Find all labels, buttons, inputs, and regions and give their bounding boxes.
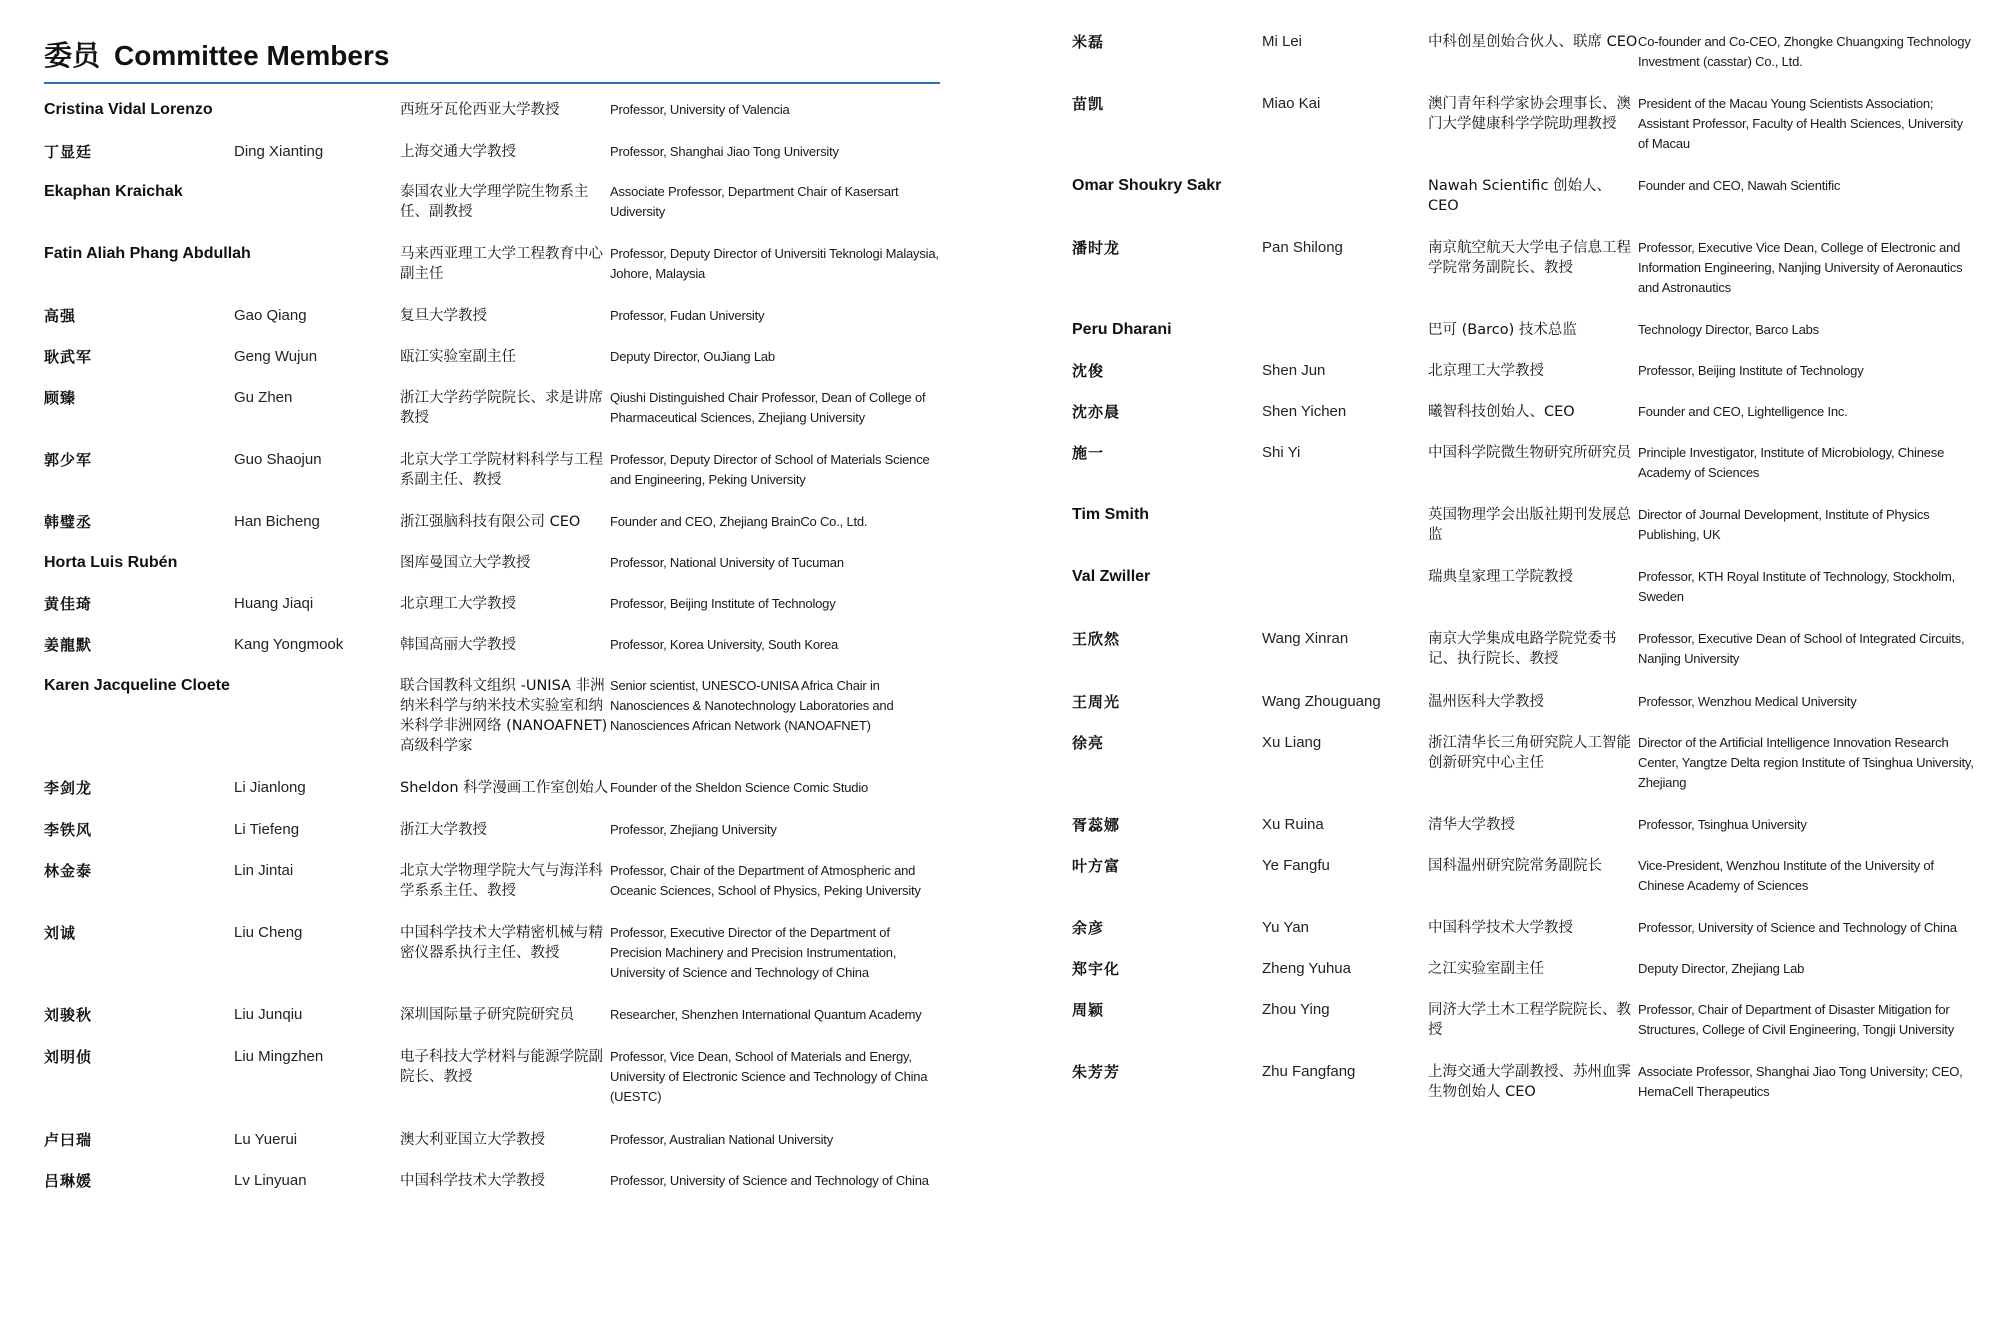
member-name-en: Lv Linyuan [234,1172,307,1189]
member-row [44,388,940,428]
member-name-en: Lin Jintai [234,862,294,879]
member-role-cn: 中国科学技术大学精密机械与精密仪器系执行主任、教授 [400,925,603,961]
member-name-cn: 刘诚 [44,924,77,942]
member-role-en: Professor, Chair of Department of Disaster Mitigation for Structures, College of Civil Engineering, Tongji University [1638,1002,1954,1037]
member-name-cn: 胥蕊娜 [1072,816,1121,834]
member-role-en: Professor, Deputy Director of Universiti Teknologi Malaysia, Johore, Malaysia [610,246,939,281]
member-name-en: Zheng Yuhua [1262,960,1351,977]
member-role-cn: 瑞典皇家理工学院教授 [1428,569,1573,585]
member-role-cn: 韩国高丽大学教授 [400,637,516,653]
member-role-en: Professor, University of Valencia [610,102,790,117]
member-row [44,1171,940,1191]
member-name-en: Miao Kai [1262,95,1321,112]
member-name-en: Lu Yuerui [234,1131,298,1148]
member-role-en: Deputy Director, Zhejiang Lab [1638,961,1805,976]
member-row [44,512,940,532]
member-name-cn: 潘时龙 [1072,239,1121,257]
member-role-cn: 瓯江实验室副主任 [400,349,516,365]
member-role-cn: 北京大学工学院材料科学与工程系副主任、教授 [400,452,603,488]
member-role-cn: 西班牙瓦伦西亚大学教授 [400,102,560,118]
member-role-en: Professor, Shanghai Jiao Tong University [610,144,839,159]
member-row [1072,505,1974,545]
member-name-cn: 朱芳芳 [1072,1063,1121,1081]
member-name-en: Kang Yongmook [234,636,344,653]
member-role-cn: 北京理工大学教授 [1428,363,1544,379]
member-role-cn: 南京大学集成电路学院党委书记、执行院长、教授 [1428,631,1617,667]
member-name-en: Han Bicheng [234,513,320,530]
member-row [1072,443,1974,483]
member-role-cn: 浙江大学药学院院长、求是讲席教授 [400,390,603,426]
member-name-cn: Peru Dharani [1072,321,1172,338]
member-name-cn: 刘骏秋 [44,1006,93,1024]
member-name-cn: 郑宇化 [1072,960,1121,978]
member-name-en: Huang Jiaqi [234,595,314,612]
member-name-en: Wang Zhouguang [1262,693,1381,710]
member-name-en: Yu Yan [1262,919,1309,936]
member-role-cn: 浙江大学教授 [400,822,487,838]
member-row [1072,692,1974,712]
member-role-en: Vice-President, Wenzhou Institute of the University of Chinese Academy of Sciences [1638,858,1934,893]
member-row [44,347,940,367]
member-row [1072,815,1974,835]
member-name-en: Pan Shilong [1262,239,1343,256]
member-role-cn: 图库曼国立大学教授 [400,555,531,571]
member-role-cn: 复旦大学教授 [400,308,487,324]
member-row [44,861,940,901]
member-row [44,306,940,326]
member-row [44,450,940,490]
member-name-cn: Val Zwiller [1072,568,1151,585]
member-role-en: Professor, Vice Dean, School of Materials and Energy, University of Electronic Science and Technology of China (UESTC) [610,1049,928,1104]
member-role-en: Professor, Chair of the Department of Atmospheric and Oceanic Sciences, School of Physics, Peking University [610,863,921,898]
member-role-cn: 南京航空航天大学电子信息工程学院常务副院长、教授 [1428,240,1631,276]
member-role-cn: 深圳国际量子研究院研究员 [400,1007,574,1023]
member-role-cn: 英国物理学会出版社期刊发展总监 [1428,507,1631,543]
member-role-en: Founder and CEO, Zhejiang BrainCo Co., Ltd. [610,514,868,529]
member-row [1072,1062,1974,1102]
member-name-en: Shi Yi [1262,444,1301,461]
member-name-cn: 刘明侦 [44,1048,93,1066]
member-name-en: Li Jianlong [234,779,306,796]
member-role-en: Professor, Fudan University [610,308,765,323]
member-role-cn: 清华大学教授 [1428,817,1515,833]
member-role-cn: Sheldon 科学漫画工作室创始人 [400,780,609,796]
member-role-en: Senior scientist, UNESCO-UNISA Africa Chair in Nanosciences & Nanotechnology Laboratories and Nanosciences African Network (NANOAFNET) [610,678,894,733]
member-name-cn: 王欣然 [1072,630,1121,648]
member-row [44,635,940,655]
member-name-en: Ye Fangfu [1262,857,1330,874]
member-name-en: Liu Mingzhen [234,1048,324,1065]
member-row [1072,733,1974,793]
member-role-en: Professor, Australian National University [610,1132,834,1147]
member-name-en: Mi Lei [1262,33,1303,50]
member-role-en: Professor, Executive Vice Dean, College of Electronic and Information Engineering, Nanjing University of Aeronautics and Astronautics [1638,240,1963,295]
member-role-cn: 马来西亚理工大学工程教育中心副主任 [400,246,603,282]
member-name-cn: 沈俊 [1072,362,1105,380]
member-row [1072,918,1974,938]
member-role-en: Professor, Wenzhou Medical University [1638,694,1857,709]
member-name-cn: 郭少军 [44,451,93,469]
member-name-cn: 徐亮 [1072,734,1105,752]
member-role-en: Founder of the Sheldon Science Comic Studio [610,780,869,795]
member-role-cn: 澳大利亚国立大学教授 [400,1132,545,1148]
member-role-cn: 中国科学技术大学教授 [400,1173,545,1189]
member-row [44,100,940,120]
member-name-cn: 施一 [1072,444,1105,462]
member-row [1072,629,1974,669]
member-name-cn: 王周光 [1072,693,1121,711]
member-name-en: Liu Cheng [234,924,303,941]
member-row [44,1005,940,1025]
member-role-cn: 浙江清华长三角研究院人工智能创新研究中心主任 [1428,735,1631,771]
member-role-en: Professor, Deputy Director of School of Materials Science and Engineering, Peking University [610,452,930,487]
member-name-en: Xu Liang [1262,734,1322,751]
member-row [44,778,940,798]
page-title [44,34,940,84]
member-role-en: Professor, Zhejiang University [610,822,777,837]
member-role-en: Co-founder and Co-CEO, Zhongke Chuangxing Technology Investment (casstar) Co., Ltd. [1638,34,1971,69]
member-role-en: Associate Professor, Shanghai Jiao Tong University; CEO, HemaCell Therapeutics [1638,1064,1963,1099]
member-row [1072,361,1974,381]
member-row [1072,1000,1974,1040]
member-name-cn: 吕琳媛 [44,1172,93,1190]
member-name-cn: 沈亦晨 [1072,403,1121,421]
member-role-cn: 北京理工大学教授 [400,596,516,612]
member-role-cn: 北京大学物理学院大气与海洋科学系系主任、教授 [400,863,603,899]
page-title-en: Committee Members [114,40,390,71]
member-name-en: Guo Shaojun [234,451,322,468]
member-role-en: Researcher, Shenzhen International Quantum Academy [610,1007,922,1022]
member-name-en: Zhou Ying [1262,1001,1330,1018]
member-row [1072,959,1974,979]
member-row [1072,402,1974,422]
member-role-cn: 之江实验室副主任 [1428,961,1544,977]
member-name-en: Wang Xinran [1262,630,1349,647]
member-row [44,1047,940,1107]
member-row [1072,94,1974,154]
member-role-en: Professor, University of Science and Technology of China [610,1173,929,1188]
member-name-en: Ding Xianting [234,143,324,160]
member-name-cn: 顾臻 [44,389,77,407]
member-role-en: Director of the Artificial Intelligence Innovation Research Center, Yangtze Delta region Institute of Tsinghua University, Zhejiang [1638,735,1974,790]
member-name-en: Li Tiefeng [234,821,300,838]
member-role-en: Professor, National University of Tucuman [610,555,844,570]
member-name-en: Shen Jun [1262,362,1326,379]
member-role-en: Professor, Tsinghua University [1638,817,1807,832]
member-name-cn: Tim Smith [1072,506,1150,523]
member-row [1072,567,1974,607]
member-role-cn: 浙江强脑科技有限公司 CEO [400,514,581,530]
member-row [44,820,940,840]
member-row [44,923,940,983]
member-name-cn: 李铁风 [44,821,93,839]
member-role-en: Technology Director, Barco Labs [1638,322,1819,337]
member-role-en: Qiushi Distinguished Chair Professor, Dean of College of Pharmaceutical Sciences, Zhejiang University [610,390,926,425]
member-role-en: Professor, Beijing Institute of Technology [610,596,836,611]
member-role-cn: 同济大学土木工程学院院长、教授 [1428,1002,1631,1038]
member-row [44,553,940,573]
member-name-cn: 周颖 [1072,1001,1105,1019]
member-row [1072,856,1974,896]
member-name-cn: 卢曰瑞 [44,1131,93,1149]
member-role-en: Founder and CEO, Nawah Scientific [1638,178,1841,193]
member-row [1072,238,1974,298]
member-name-cn: 耿武军 [44,348,93,366]
member-name-en: Xu Ruina [1262,816,1324,833]
member-name-cn: 林金泰 [44,862,93,880]
member-role-cn: 温州医科大学教授 [1428,694,1544,710]
member-name-cn: 米磊 [1072,33,1105,51]
member-row [44,182,940,222]
member-name-cn: Horta Luis Rubén [44,554,178,571]
member-role-cn: 泰国农业大学理学院生物系主任、副教授 [400,184,589,220]
member-role-cn: 电子科技大学材料与能源学院副院长、教授 [400,1049,603,1085]
member-role-en: Professor, University of Science and Technology of China [1638,920,1957,935]
member-row [44,676,940,756]
member-role-en: Director of Journal Development, Institute of Physics Publishing, UK [1638,507,1930,542]
member-row [1072,32,1974,72]
member-name-cn: 姜龍默 [44,636,93,654]
page-title-cn: 委员 [44,39,101,72]
member-role-en: Professor, Beijing Institute of Technology [1638,363,1864,378]
member-name-en: Gu Zhen [234,389,293,406]
member-name-en: Liu Junqiu [234,1006,303,1023]
member-name-cn: Omar Shoukry Sakr [1072,177,1222,194]
member-name-cn: Fatin Aliah Phang Abdullah [44,245,251,262]
member-row [1072,320,1974,340]
member-name-cn: Karen Jacqueline Cloete [44,677,230,694]
member-name-cn: Ekaphan Kraichak [44,183,183,200]
member-row [44,142,940,162]
member-role-cn: 国科温州研究院常务副院长 [1428,858,1602,874]
member-row [44,244,940,284]
member-name-cn: 叶方富 [1072,857,1121,875]
member-role-en: Associate Professor, Department Chair of Kasersart Udiversity [610,184,899,219]
member-role-cn: 澳门青年科学家协会理事长、澳门大学健康科学学院助理教授 [1428,96,1631,132]
member-role-en: Professor, Executive Director of the Department of Precision Machinery and Precision Instrumentation, University of Science and Technology of China [610,925,897,980]
member-role-cn: 联合国教科文组织 -UNISA 非洲纳米科学与纳米技术实验室和纳米科学非洲网络 (NANOAFNET) 高级科学家 [400,678,608,754]
member-row [1072,176,1974,216]
member-role-en: Professor, Executive Dean of School of Integrated Circuits, Nanjing University [1638,631,1965,666]
member-role-cn: Nawah Scientific 创始人、CEO [1428,178,1612,214]
member-role-en: President of the Macau Young Scientists Association; Assistant Professor, Faculty of Health Sciences, University of Macau [1638,96,1963,151]
member-name-cn: 丁显廷 [44,143,93,161]
member-role-en: Deputy Director, OuJiang Lab [610,349,775,364]
member-role-cn: 上海交通大学副教授、苏州血霁生物创始人 CEO [1428,1064,1631,1100]
member-role-cn: 中国科学院微生物研究所研究员 [1428,445,1631,461]
member-name-cn: 李剑龙 [44,779,93,797]
member-name-en: Gao Qiang [234,307,307,324]
member-name-en: Zhu Fangfang [1262,1063,1356,1080]
member-role-cn: 巴可 (Barco) 技术总监 [1428,322,1577,338]
member-role-cn: 中国科学技术大学教授 [1428,920,1573,936]
member-name-cn: 高强 [44,307,77,325]
member-role-en: Principle Investigator, Institute of Microbiology, Chinese Academy of Sciences [1638,445,1945,480]
member-role-en: Founder and CEO, Lightelligence Inc. [1638,404,1848,419]
member-name-cn: 余彦 [1072,919,1105,937]
member-role-cn: 曦智科技创始人、CEO [1428,404,1575,420]
member-role-cn: 中科创星创始合伙人、联席 CEO [1428,34,1638,50]
member-name-en: Shen Yichen [1262,403,1347,420]
member-role-cn: 上海交通大学教授 [400,144,516,160]
member-row [44,594,940,614]
member-name-cn: 韩璧丞 [44,513,93,531]
member-role-en: Professor, Korea University, South Korea [610,637,839,652]
member-name-en: Geng Wujun [234,348,318,365]
member-name-cn: Cristina Vidal Lorenzo [44,101,213,118]
member-name-cn: 黄佳琦 [44,595,93,613]
member-name-cn: 苗凯 [1072,95,1105,113]
member-role-en: Professor, KTH Royal Institute of Technology, Stockholm, Sweden [1638,569,1956,604]
member-row [44,1130,940,1150]
